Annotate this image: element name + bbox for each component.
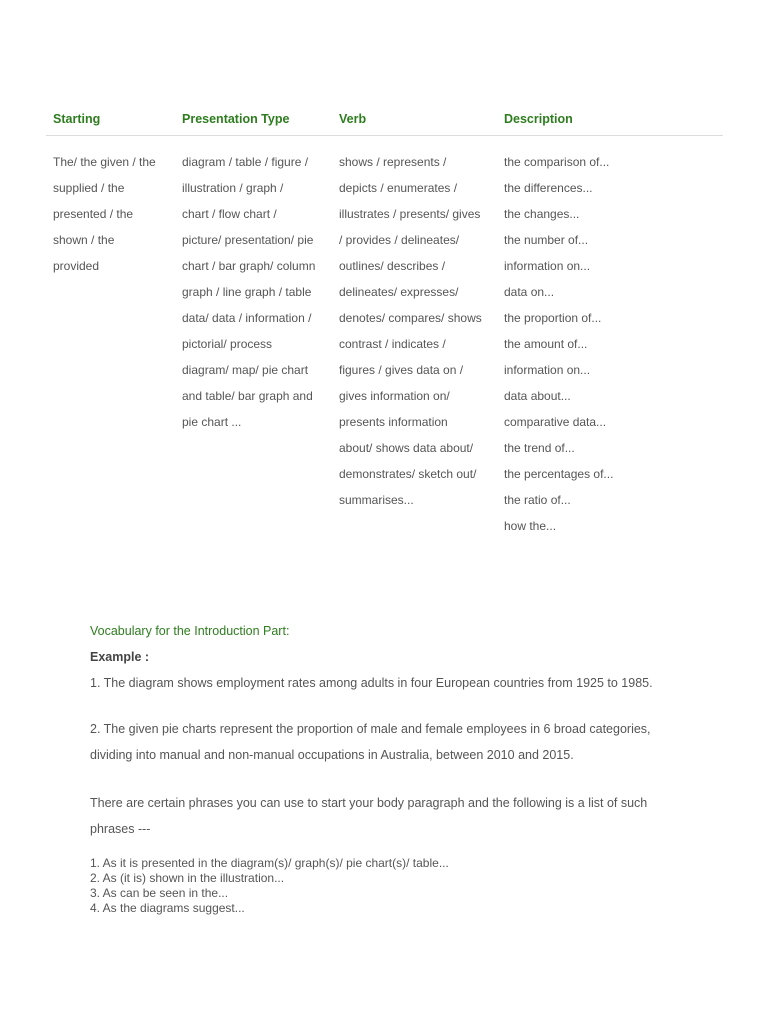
table-cell-line: comparative data...	[504, 415, 607, 429]
table-cell-line: delineates/ expresses/	[339, 285, 459, 299]
body-intro-line-1: There are certain phrases you can use to start your body paragraph and the following is a list of such	[90, 796, 648, 810]
table-cell-line: the changes...	[504, 207, 580, 221]
table-cell-line: gives information on/	[339, 389, 450, 403]
table-cell-line: about/ shows data about/	[339, 441, 474, 455]
header-description: Description	[504, 112, 573, 126]
table-cell-line: information on...	[504, 363, 591, 377]
table-cell-line: presents information	[339, 415, 448, 429]
table-cell-line: summarises...	[339, 493, 414, 507]
verb-column	[339, 149, 482, 513]
list-item: 3. As can be seen in the...	[90, 886, 229, 900]
table-cell-line: denotes/ compares/ shows	[339, 311, 482, 325]
list-item: 2. As (it is) shown in the illustration...	[90, 871, 285, 885]
table-cell-line: the amount of...	[504, 337, 588, 351]
description-column	[504, 149, 613, 539]
table-cell-line: data about...	[504, 389, 571, 403]
table-cell-line: provided	[53, 259, 100, 273]
table-cell-line: the comparison of...	[504, 155, 610, 169]
starting-column	[53, 149, 156, 279]
table-cell-line: pictorial/ process	[182, 337, 273, 351]
table-cell-line: chart / flow chart /	[182, 207, 277, 221]
example-2-line-2: dividing into manual and non-manual occupations in Australia, between 2010 and 2015.	[90, 748, 574, 762]
header-starting: Starting	[53, 112, 101, 126]
table-cell-line: diagram/ map/ pie chart	[182, 363, 309, 377]
table-cell-line: depicts / enumerates /	[339, 181, 458, 195]
list-item: 1. As it is presented in the diagram(s)/ graph(s)/ pie chart(s)/ table...	[90, 856, 449, 870]
table-cell-line: pie chart ...	[182, 415, 242, 429]
list-item: 4. As the diagrams suggest...	[90, 901, 245, 915]
table-cell-line: data on...	[504, 285, 555, 299]
table-cell-line: shows / represents /	[339, 155, 447, 169]
table-cell-line: figures / gives data on /	[339, 363, 464, 377]
table-cell-line: the trend of...	[504, 441, 575, 455]
presentation-type-column	[182, 149, 315, 435]
example-1: 1. The diagram shows employment rates among adults in four European countries from 1925 to 1985.	[90, 676, 653, 690]
table-cell-line: information on...	[504, 259, 591, 273]
table-cell-line: the percentages of...	[504, 467, 614, 481]
table-cell-line: the proportion of...	[504, 311, 602, 325]
table-cell-line: presented / the	[53, 207, 134, 221]
table-cell-line: demonstrates/ sketch out/	[339, 467, 477, 481]
example-2-line-1: 2. The given pie charts represent the proportion of male and female employees in 6 broad categories,	[90, 722, 651, 736]
table-cell-line: the ratio of...	[504, 493, 571, 507]
phrase-list	[90, 856, 730, 916]
table-cell-line: picture/ presentation/ pie	[182, 233, 314, 247]
table-cell-line: how the...	[504, 519, 557, 533]
table-cell-line: data/ data / information /	[182, 311, 312, 325]
header-verb: Verb	[339, 112, 367, 126]
example-label: Example :	[90, 650, 150, 664]
table-cell-line: chart / bar graph/ column	[182, 259, 316, 273]
table-cell-line: the number of...	[504, 233, 589, 247]
body-intro-line-2: phrases ---	[90, 822, 151, 836]
introduction-section	[90, 618, 730, 916]
table-cell-line: the differences...	[504, 181, 593, 195]
table-cell-line: contrast / indicates /	[339, 337, 446, 351]
section-title: Vocabulary for the Introduction Part:	[90, 624, 290, 638]
table-cell-line: illustration / graph /	[182, 181, 284, 195]
table-cell-line: illustrates / presents/ gives	[339, 207, 481, 221]
table-header-row	[46, 103, 723, 136]
table-cell-line: diagram / table / figure /	[182, 155, 309, 169]
vocabulary-table	[46, 103, 723, 533]
table-cell-line: graph / line graph / table	[182, 285, 312, 299]
table-cell-line: The/ the given / the	[53, 155, 156, 169]
table-cell-line: outlines/ describes /	[339, 259, 446, 273]
table-cell-line: supplied / the	[53, 181, 125, 195]
example-2	[90, 716, 730, 768]
table-cell-line: and table/ bar graph and	[182, 389, 313, 403]
header-presentation-type: Presentation Type	[182, 112, 290, 126]
table-cell-line: / provides / delineates/	[339, 233, 460, 247]
body-intro-paragraph	[90, 790, 730, 842]
table-cell-line: shown / the	[53, 233, 115, 247]
